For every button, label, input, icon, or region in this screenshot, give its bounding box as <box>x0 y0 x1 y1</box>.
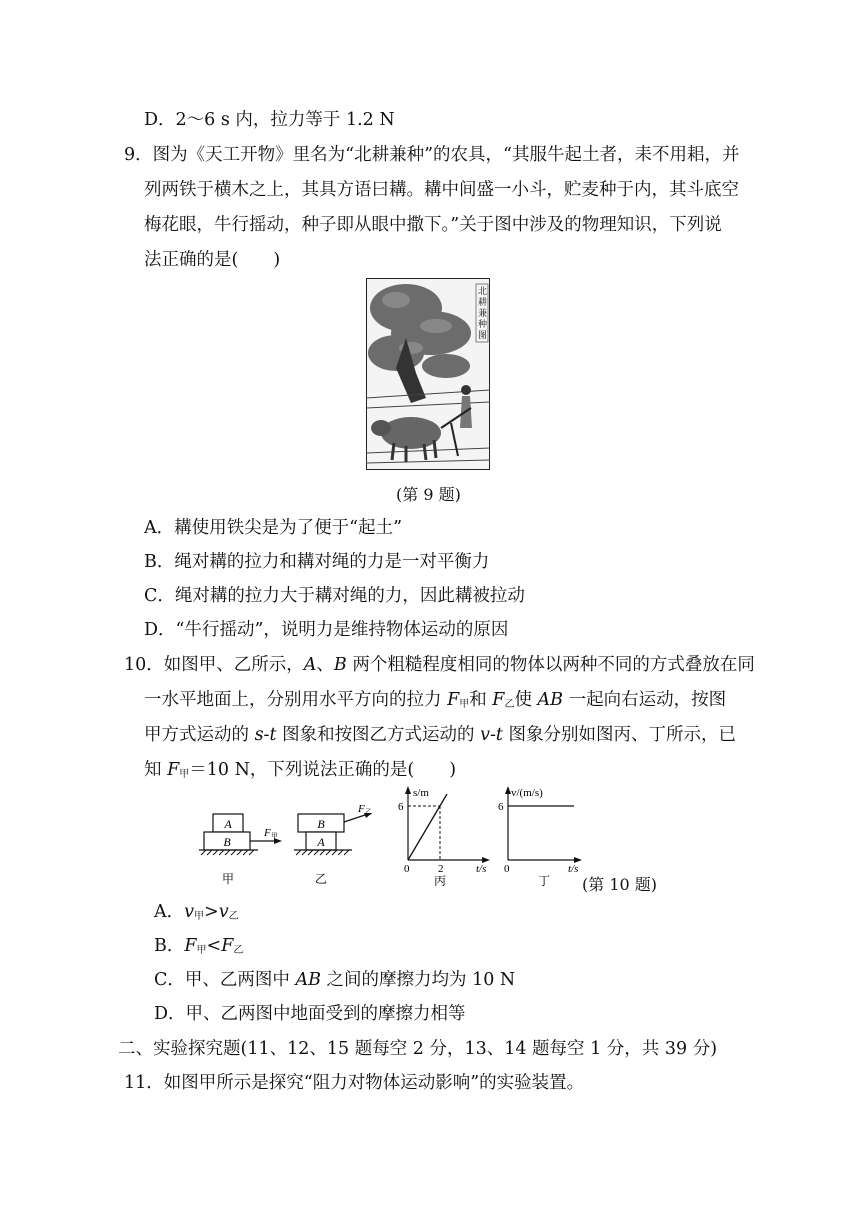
q10-option-c: C．甲、乙两图中 AB 之间的摩擦力均为 10 N <box>154 970 516 990</box>
svg-text:t/s: t/s <box>568 863 579 875</box>
q10-stem-line-1: 10．如图甲、乙所示，A、B 两个粗糙程度相同的物体以两种不同的方式叠放在同 <box>124 655 755 675</box>
svg-text:丙: 丙 <box>433 874 447 888</box>
q9-stem-line-2: 列两铁于横木之上，其具方语曰耩。耩中间盛一小斗，贮麦种于内，其斗底空 <box>144 180 739 200</box>
q10-option-a: A．$v_甲>v_乙$ <box>154 902 239 922</box>
svg-text:乙: 乙 <box>314 872 328 886</box>
q10-figure-yi <box>292 804 382 888</box>
q9-figure-caption: (第 9 题) <box>396 485 461 504</box>
q10-figure-caption: (第 10 题) <box>582 875 658 894</box>
q9-woodcut-image <box>366 278 490 470</box>
svg-text:图: 图 <box>478 330 488 340</box>
svg-text:耕: 耕 <box>478 297 488 307</box>
svg-text:B: B <box>223 835 231 849</box>
svg-text:种: 种 <box>478 319 488 329</box>
svg-text:F: F <box>264 827 271 839</box>
svg-text:乙: 乙 <box>365 808 372 816</box>
svg-text:v/(m/s): v/(m/s) <box>511 787 543 799</box>
q9-option-c: C．绳对耩的拉力大于耩对绳的力，因此耩被拉动 <box>144 586 525 606</box>
svg-text:A: A <box>317 835 325 849</box>
q9-stem-line-1: 9．图为《天工开物》里名为“北耕兼种”的农具，“其服牛起土者，耒不用耜，并 <box>124 145 740 165</box>
svg-text:F: F <box>358 804 365 815</box>
q10-stem-line-3: 甲方式运动的 s-t 图象和按图乙方式运动的 v-t 图象分别如图丙、丁所示，已 <box>144 725 737 745</box>
q10-stem-line-4: 知 $F_甲=10$ N，下列说法正确的是( ) <box>144 760 457 780</box>
q8-option-d: D．2～6 s 内，拉力等于 1.2 N <box>144 110 395 130</box>
svg-text:B: B <box>317 817 325 831</box>
q10-option-d: D．甲、乙两图中地面受到的摩擦力相等 <box>154 1004 466 1024</box>
svg-text:t/s: t/s <box>476 863 487 875</box>
svg-text:2: 2 <box>438 863 444 875</box>
q9-stem-line-4: 法正确的是( ) <box>144 250 281 270</box>
svg-text:A: A <box>224 817 232 831</box>
q10-figure-ding-vt-graph <box>494 784 594 888</box>
q10-option-b: B．$F_甲<F_乙$ <box>154 936 244 956</box>
q10-figure-jia <box>196 808 296 888</box>
svg-text:6: 6 <box>398 801 404 813</box>
svg-text:s/m: s/m <box>413 787 429 799</box>
svg-text:兼: 兼 <box>478 308 488 318</box>
q10-stem-line-2: 一水平地面上，分别用水平方向的拉力 $F_甲$和 $F_乙$使 AB 一起向右运动，按图 <box>144 690 727 710</box>
svg-text:6: 6 <box>498 801 504 813</box>
q9-option-b: B．绳对耩的拉力和耩对绳的力是一对平衡力 <box>144 552 490 572</box>
q11-stem: 11．如图甲所示是探究“阻力对物体运动影响”的实验装置。 <box>124 1073 585 1093</box>
svg-text:丁: 丁 <box>537 874 551 888</box>
svg-text:甲: 甲 <box>271 832 278 840</box>
svg-text:北: 北 <box>478 286 488 296</box>
q9-option-d: D．“牛行摇动”，说明力是维持物体运动的原因 <box>144 620 509 640</box>
svg-text:甲: 甲 <box>221 872 235 886</box>
q9-stem-line-3: 梅花眼，牛行摇动，种子即从眼中撒下。”关于图中涉及的物理知识，下列说 <box>144 215 722 235</box>
q9-option-a: A．耩使用铁尖是为了便于“起土” <box>144 518 403 538</box>
svg-text:0: 0 <box>504 863 510 875</box>
q10-figure-bing-st-graph <box>394 784 500 888</box>
svg-text:0: 0 <box>404 863 410 875</box>
section-2-heading: 二、实验探究题(11、12、15 题每空 2 分，13、14 题每空 1 分，共 39 分) <box>118 1039 718 1059</box>
